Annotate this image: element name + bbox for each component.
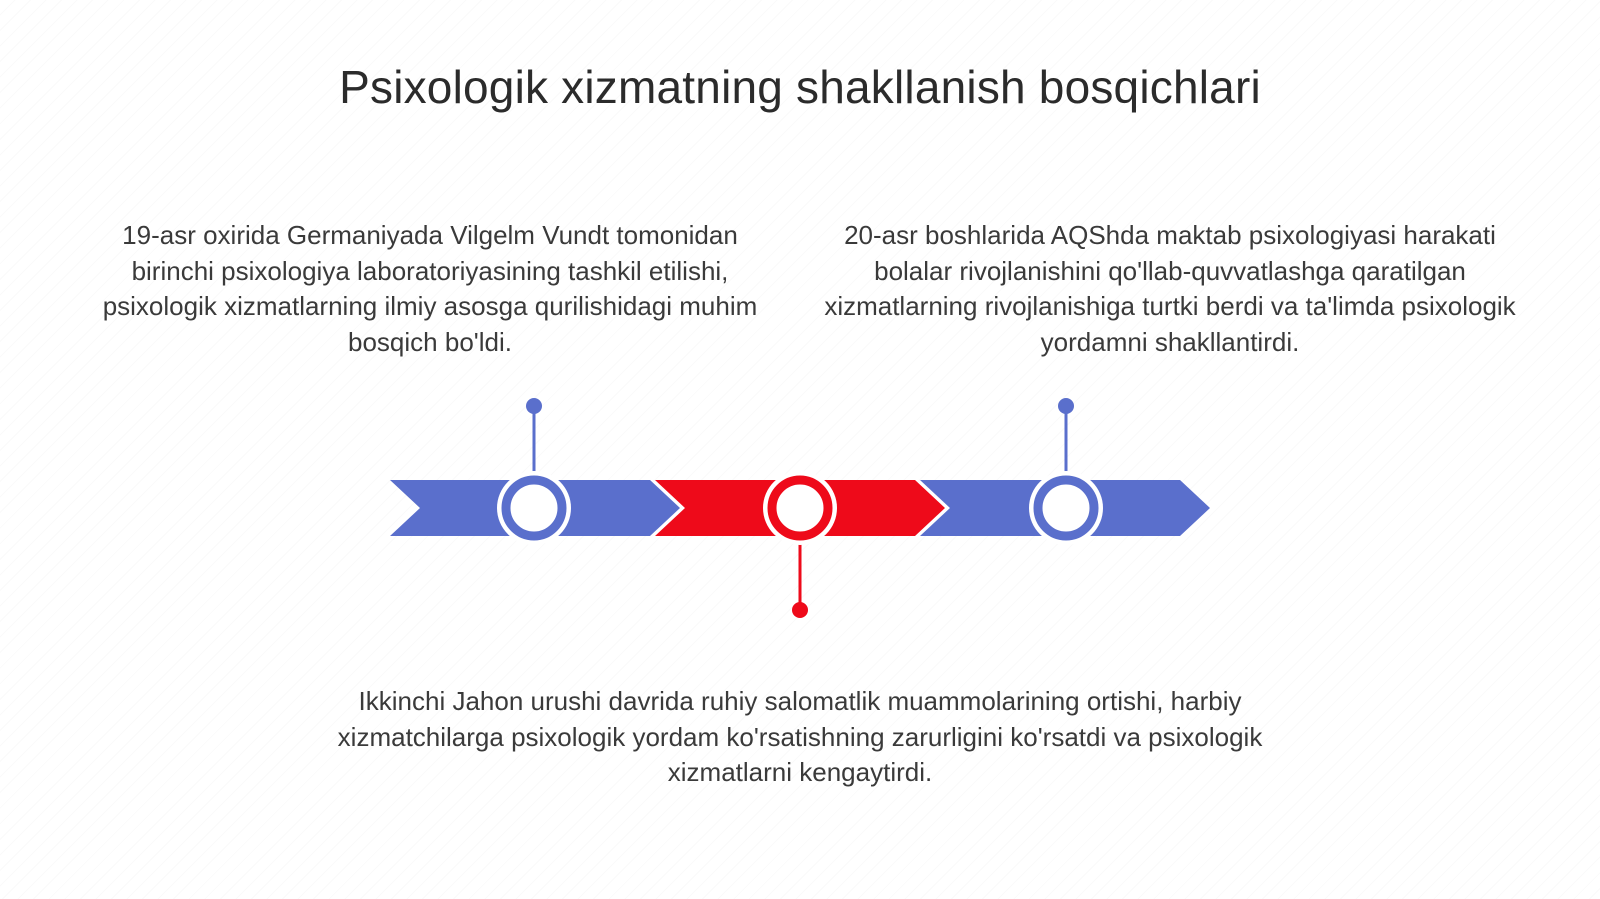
stage-1-marker — [497, 398, 571, 545]
stage-2-description: Ikkinchi Jahon urushi davrida ruhiy salomatlik muammolarining ortishi, harbiy xizmatchilarga psixologik yordam ko'rsatishning zarurligini ko'rsatdi va psixologik xizmatlarni kengaytirdi. — [337, 686, 1263, 787]
stage-3-marker — [1029, 398, 1103, 545]
stage-2-marker — [763, 471, 837, 618]
stage-3-description: 20-asr boshlarida AQShda maktab psixologiyasi harakati bolalar rivojlanishini qo'llab-quvvatlashga qaratilgan xizmatlarning rivojlanishiga turtki berdi va ta'limda psixologik yordamni shakllantirdi. — [824, 220, 1516, 357]
stage-1-description: 19-asr oxirida Germaniyada Vilgelm Vundt tomonidan birinchi psixologiya laboratoriyasining tashkil etilishi, psixologik xizmatlarning ilmiy asosga qurilishidagi muhim bosqich bo'ldi. — [102, 220, 758, 357]
slide-title: Psixologik xizmatning shakllanish bosqichlari — [339, 61, 1261, 113]
